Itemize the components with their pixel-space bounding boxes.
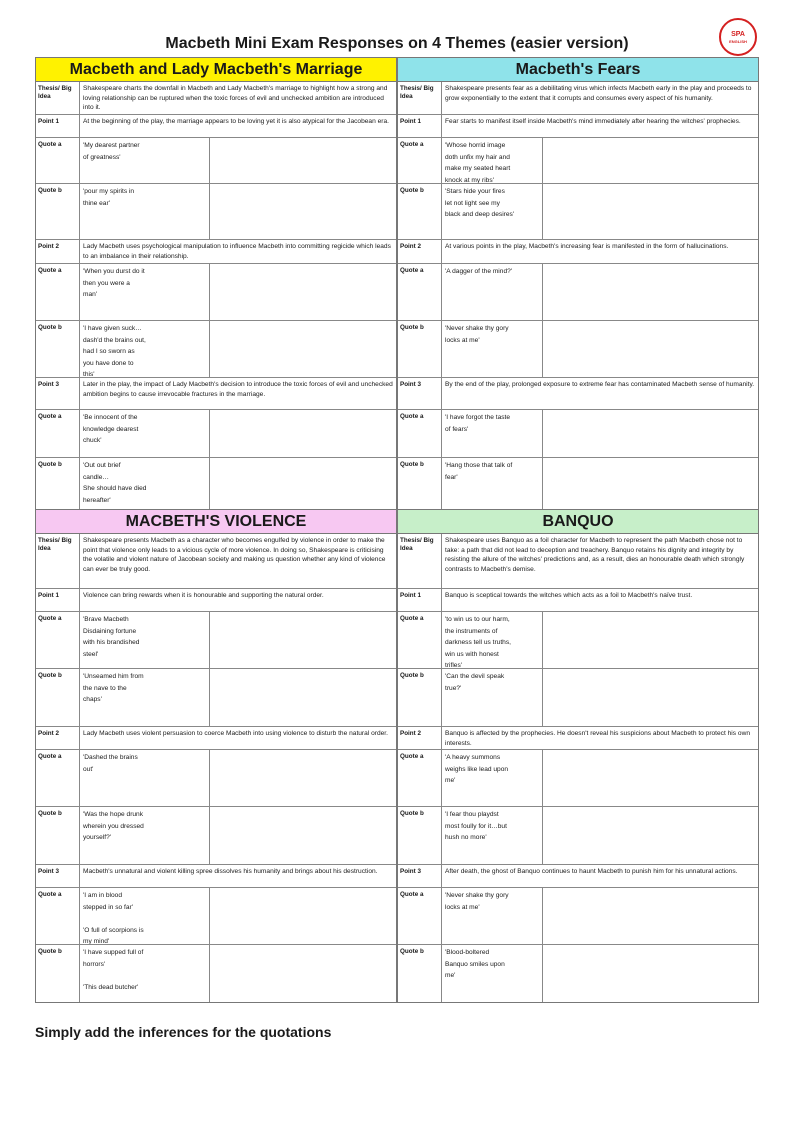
inference-answer-box[interactable]	[543, 138, 758, 183]
row-label: Quote a	[36, 138, 80, 183]
row-label: Quote b	[36, 184, 80, 239]
theme-table	[35, 533, 397, 1003]
row-label: Quote a	[36, 264, 80, 320]
inference-answer-box[interactable]	[210, 184, 396, 239]
quote-row	[36, 184, 396, 240]
row-label: Quote b	[398, 458, 442, 515]
point-row	[398, 115, 758, 138]
quote-text: 'pour my spirits in thine ear'	[80, 184, 210, 239]
row-label: Quote b	[36, 807, 80, 864]
theme-header: Macbeth's Fears	[397, 57, 759, 81]
row-label: Quote a	[398, 138, 442, 183]
theme-section-marriage	[35, 57, 397, 516]
quote-text: 'Dashed the brains out'	[80, 750, 210, 806]
row-label: Point 1	[36, 589, 80, 611]
inference-answer-box[interactable]	[210, 458, 396, 515]
point-row	[36, 378, 396, 410]
quote-row	[36, 750, 396, 807]
thesis-row	[36, 534, 396, 589]
inference-answer-box[interactable]	[210, 410, 396, 457]
point-text: Violence can bring rewards when it is honourable and supporting the natural order.	[83, 592, 324, 599]
quote-row	[398, 138, 758, 184]
quote-row	[36, 138, 396, 184]
theme-header: BANQUO	[397, 509, 759, 533]
point-text: Lady Macbeth uses psychological manipulation to influence Macbeth into committing regicide which leads to an imbalance in their relationship.	[83, 243, 391, 260]
point-row	[398, 240, 758, 264]
quote-row	[36, 458, 396, 515]
theme-table	[35, 81, 397, 516]
theme-table	[397, 533, 759, 1003]
row-label: Quote b	[398, 184, 442, 239]
point-text: Macbeth's unnatural and violent killing spree dissolves his humanity and brings about his destruction.	[83, 868, 378, 875]
row-label: Quote b	[36, 321, 80, 377]
quote-text: 'A heavy summons weighs like lead upon me'	[442, 750, 543, 806]
point-row	[398, 727, 758, 750]
quote-text: 'Hang those that talk of fear'	[442, 458, 543, 515]
quote-row	[36, 612, 396, 669]
row-label: Quote a	[36, 612, 80, 668]
quote-text: 'A dagger of the mind?'	[442, 264, 543, 320]
theme-section-banquo	[397, 509, 759, 1003]
quote-text: 'Was the hope drunk wherein you dressed yourself?'	[80, 807, 210, 864]
point-text: Banquo is affected by the prophecies. He doesn't reveal his suspicions about Macbeth to protect his own interests.	[445, 730, 750, 747]
instruction-text: Simply add the inferences for the quotations	[35, 1024, 332, 1040]
inference-answer-box[interactable]	[543, 750, 758, 806]
quote-text: 'When you durst do it then you were a man'	[80, 264, 210, 320]
quote-text: 'Whose horrid image doth unfix my hair and make my seated heart knock at my ribs'	[442, 138, 543, 183]
inference-answer-box[interactable]	[543, 669, 758, 726]
quote-row	[398, 669, 758, 727]
theme-header: MACBETH'S VIOLENCE	[35, 509, 397, 533]
quote-text: 'I fear thou playdst most foully for it…but hush no more'	[442, 807, 543, 864]
inference-answer-box[interactable]	[210, 264, 396, 320]
row-label: Quote b	[36, 945, 80, 1002]
row-label: Quote a	[36, 750, 80, 806]
inference-answer-box[interactable]	[543, 184, 758, 239]
quote-row	[36, 945, 396, 1002]
row-label: Point 1	[398, 115, 442, 137]
inference-answer-box[interactable]	[210, 138, 396, 183]
quote-text: 'Can the devil speak true?'	[442, 669, 543, 726]
row-label: Point 1	[36, 115, 80, 137]
logo-text: SPA	[731, 30, 745, 38]
quote-text: 'I have given suck… dash'd the brains out, had I so sworn as you have done to this'	[80, 321, 210, 377]
point-row	[36, 727, 396, 750]
thesis-row	[36, 82, 396, 115]
row-label: Quote b	[398, 807, 442, 864]
quote-row	[398, 807, 758, 865]
quote-text: 'Brave Macbeth Disdaining fortune with his brandished steel'	[80, 612, 210, 668]
inference-answer-box[interactable]	[543, 410, 758, 457]
row-label: Quote a	[398, 612, 442, 668]
point-row	[36, 589, 396, 612]
quote-row	[398, 458, 758, 515]
inference-answer-box[interactable]	[210, 750, 396, 806]
quote-text: 'I am in blood stepped in so far' 'O full of scorpions is my mind'	[80, 888, 210, 944]
quote-text: 'I have supped full of horrors' 'This dead butcher'	[80, 945, 210, 1002]
point-text: Banquo is sceptical towards the witches which acts as a foil to Macbeth's naïve trust.	[445, 592, 693, 599]
page-title: Macbeth Mini Exam Responses on 4 Themes (easier version)	[165, 35, 629, 52]
row-label: Quote a	[398, 750, 442, 806]
inference-answer-box[interactable]	[210, 612, 396, 668]
quote-text: 'Never shake thy gory locks at me'	[442, 321, 543, 377]
quote-row	[398, 750, 758, 807]
inference-answer-box[interactable]	[543, 888, 758, 944]
quote-row	[36, 321, 396, 378]
row-label: Quote b	[398, 945, 442, 1002]
quote-row	[398, 321, 758, 378]
inference-answer-box[interactable]	[543, 264, 758, 320]
point-row	[398, 589, 758, 612]
point-row	[36, 240, 396, 264]
row-label: Quote a	[398, 410, 442, 457]
inference-answer-box[interactable]	[543, 321, 758, 377]
row-label: Point 2	[36, 240, 80, 263]
quote-row	[36, 410, 396, 458]
inference-answer-box[interactable]	[210, 807, 396, 864]
inference-answer-box[interactable]	[543, 458, 758, 515]
point-text: By the end of the play, prolonged exposure to extreme fear has contaminated Macbeth sense of humanity.	[445, 381, 755, 388]
row-label: Point 2	[398, 727, 442, 749]
theme-section-fears	[397, 57, 759, 516]
row-label: Point 1	[398, 589, 442, 611]
row-label: Point 3	[398, 378, 442, 409]
row-label: Point 2	[398, 240, 442, 263]
quote-text: 'to win us to our harm, the instruments of darkness tell us truths, win us with honest trifles'	[442, 612, 543, 668]
row-label: Quote a	[398, 264, 442, 320]
row-label: Quote b	[398, 669, 442, 726]
thesis-text: Shakespeare presents Macbeth as a character who becomes engulfed by violence in order to make the point that violence only leads to a vicious cycle of more violence. In doing so, Shakespeare is criticising the volatile and violent nature of Jacobean society and making us question whether any kind of violence can ever be truly good.	[83, 537, 386, 573]
row-label: Thesis/ Big Idea	[36, 82, 80, 114]
row-label: Quote a	[398, 888, 442, 944]
row-label: Point 2	[36, 727, 80, 749]
point-text: Lady Macbeth uses violent persuasion to coerce Macbeth into using violence to disturb the natural order.	[83, 730, 388, 737]
row-label: Thesis/ Big Idea	[398, 82, 442, 114]
point-text: Later in the play, the impact of Lady Macbeth's decision to introduce the toxic forces of evil and unchecked ambition begins to cause irrevocable fractures in the marriage.	[83, 381, 393, 398]
quote-row	[398, 410, 758, 458]
quote-text: 'Out out brief candle… She should have died hereafter'	[80, 458, 210, 515]
quote-text: 'Stars hide your fires let not light see my black and deep desires'	[442, 184, 543, 239]
point-row	[36, 865, 396, 888]
quote-row	[36, 669, 396, 727]
inference-answer-box[interactable]	[210, 321, 396, 377]
point-text: At the beginning of the play, the marriage appears to be loving yet it is also atypical for the Jacobean era.	[83, 118, 389, 125]
quote-row	[398, 264, 758, 321]
quote-text: 'My dearest partner of greatness'	[80, 138, 210, 183]
row-label: Quote b	[36, 458, 80, 515]
quote-row	[36, 888, 396, 945]
thesis-row	[398, 534, 758, 589]
quote-row	[398, 612, 758, 669]
row-label: Quote b	[36, 669, 80, 726]
inference-answer-box[interactable]	[210, 669, 396, 726]
inference-answer-box[interactable]	[210, 945, 396, 1002]
row-label: Quote a	[36, 410, 80, 457]
quote-text: 'Unseamed him from the nave to the chaps'	[80, 669, 210, 726]
point-row	[36, 115, 396, 138]
quote-row	[36, 264, 396, 321]
theme-header: Macbeth and Lady Macbeth's Marriage	[35, 57, 397, 81]
quote-text: 'Be innocent of the knowledge dearest chuck'	[80, 410, 210, 457]
quote-row	[398, 184, 758, 240]
point-text: Fear starts to manifest itself inside Macbeth's mind immediately after hearing the witches' prophecies.	[445, 118, 741, 125]
point-text: At various points in the play, Macbeth's increasing fear is manifested in the form of hallucinations.	[445, 243, 729, 250]
row-label: Quote b	[398, 321, 442, 377]
logo-subtext: ENGLISH	[729, 38, 747, 44]
point-row	[398, 378, 758, 410]
quote-text: 'Blood-boltered Banquo smiles upon me'	[442, 945, 543, 1002]
row-label: Point 3	[36, 865, 80, 887]
inference-answer-box[interactable]	[543, 945, 758, 1002]
thesis-text: Shakespeare presents fear as a debilitating virus which infects Macbeth early in the play and proceeds to grow exponentially to the extent that it corrupts and consumes every aspect of his humanity.	[445, 85, 752, 102]
inference-answer-box[interactable]	[543, 807, 758, 864]
thesis-text: Shakespeare charts the downfall in Macbeth and Lady Macbeth's marriage to highlight how a strong and loving relationship can be ruptured when the toxic forces of evil and unchecked ambition are introduced into it.	[83, 85, 388, 111]
point-text: After death, the ghost of Banquo continues to haunt Macbeth to punish him for his unnatural actions.	[445, 868, 738, 875]
thesis-row	[398, 82, 758, 115]
quote-row	[398, 945, 758, 1002]
row-label: Thesis/ Big Idea	[36, 534, 80, 588]
row-label: Point 3	[398, 865, 442, 887]
theme-table	[397, 81, 759, 516]
quote-row	[398, 888, 758, 945]
theme-section-violence	[35, 509, 397, 1003]
row-label: Thesis/ Big Idea	[398, 534, 442, 588]
row-label: Quote a	[36, 888, 80, 944]
thesis-text: Shakespeare uses Banquo as a foil character for Macbeth to represent the path Macbeth chose not to take: a path that did not lead to deception and treachery. Banquo retains his dignity and integrity by resisting the allure of the witches' predictions and, as a result, dies an honourable death which strongly contrasts to Macbeth's demise.	[445, 537, 745, 573]
point-row	[398, 865, 758, 888]
row-label: Point 3	[36, 378, 80, 409]
inference-answer-box[interactable]	[210, 888, 396, 944]
quote-text: 'I have forgot the taste of fears'	[442, 410, 543, 457]
inference-answer-box[interactable]	[543, 612, 758, 668]
quote-text: 'Never shake thy gory locks at me'	[442, 888, 543, 944]
quote-row	[36, 807, 396, 865]
brand-logo	[719, 18, 757, 56]
